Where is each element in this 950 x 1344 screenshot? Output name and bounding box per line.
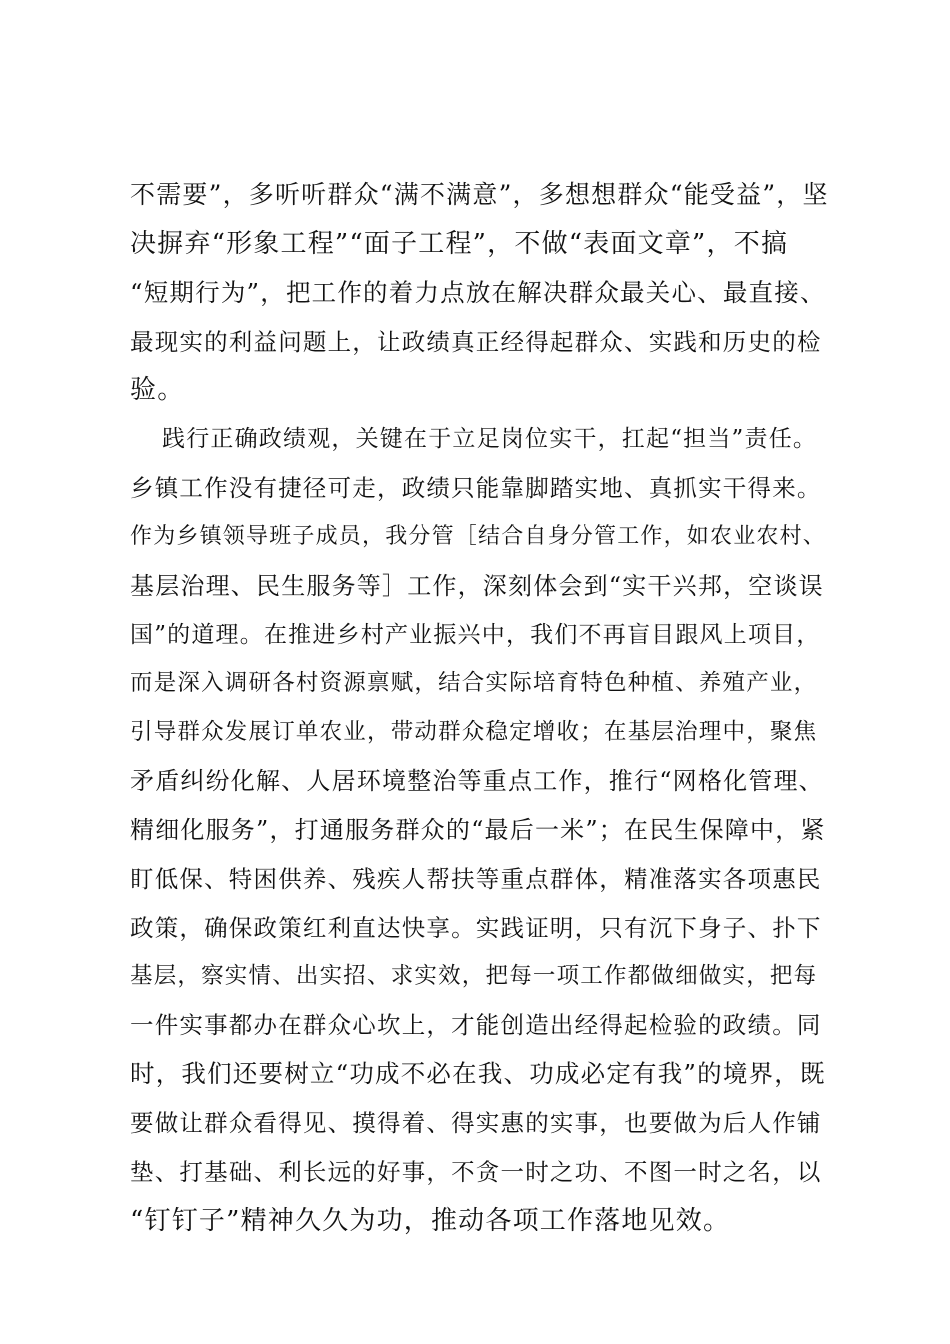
text-line: 垫、打基础、利长远的好事，不贪一时之功、不图一时之名，以	[130, 1158, 822, 1186]
text-line: 作为乡镇领导班子成员，我分管［结合自身分管工作，如农业农村、	[130, 524, 827, 549]
text-line: 要做让群众看得见、摸得着、得实惠的实事，也要做为后人作铺	[130, 1109, 822, 1137]
text-line: 决摒弃“形象工程”“面子工程”，不做“表面文章”，不搞	[130, 229, 789, 259]
text-line: 时，我们还要树立“功成不必在我、功成必定有我”的境界，既	[130, 1059, 826, 1088]
text-line: 乡镇工作没有捷径可走，政绩只能靠脚踏实地、真抓实干得来。	[130, 474, 822, 502]
text-line: 一件实事都办在群众心坎上，才能创造出经得起检验的政绩。同	[130, 1011, 822, 1039]
text-line: 最现实的利益问题上，让政绩真正经得起群众、实践和历史的检	[130, 328, 822, 356]
text-line: 不需要”，多听听群众“满不满意”，多想想群众“能受益”，坚	[130, 180, 829, 209]
text-line: 国”的道理。在推进乡村产业振兴中，我们不再盲目跟风上项目，	[130, 622, 821, 648]
text-line: 政策，确保政策红利直达快享。实践证明，只有沉下身子、扑下	[130, 914, 822, 942]
paragraph-first-line: 践行正确政绩观，关键在于立足岗位实干，扛起“担当”责任。	[162, 426, 818, 452]
text-line: 矛盾纠纷化解、人居环境整治等重点工作，推行“网格化管理、	[130, 767, 824, 795]
text-line: 精细化服务”，打通服务群众的“最后一米”；在民生保障中，紧	[130, 816, 826, 844]
text-line: 盯低保、特困供养、残疾人帮扶等重点群体，精准落实各项惠民	[130, 865, 822, 893]
text-line: 验。	[130, 375, 185, 405]
text-line: 而是深入调研各村资源禀赋，结合实际培育特色种植、养殖产业，	[130, 670, 818, 696]
text-line: “钉钉子”精神久久为功，推动各项工作落地见效。	[130, 1206, 731, 1236]
text-line: 基层，察实情、出实招、求实效，把每一项工作都做细做实，把每	[130, 963, 818, 989]
text-line: “短期行为”，把工作的着力点放在解决群众最关心、最直接、	[130, 278, 826, 307]
text-line: 引导群众发展订单农业，带动群众稳定增收；在基层治理中，聚焦	[130, 719, 818, 745]
text-line: 基层治理、民生服务等］工作，深刻体会到“实干兴邦，空谈误	[130, 572, 824, 600]
